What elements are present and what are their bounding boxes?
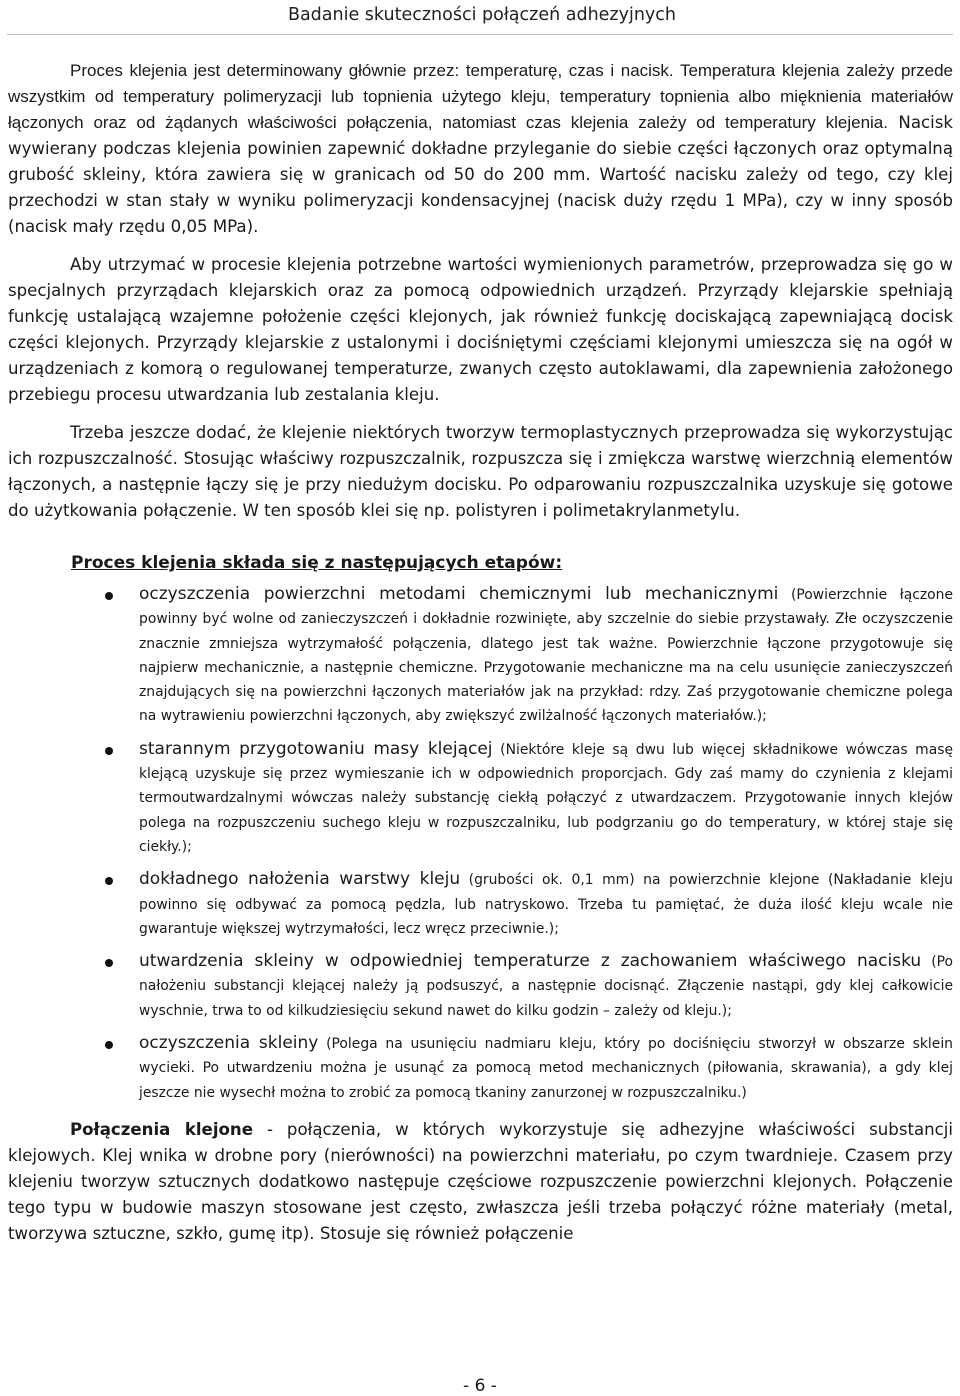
step-description: (Niektóre kleje są dwu lub więcej składnikowe wówczas masę klejącą uzyskuje się przez wymieszanie ich w odpowiednich proporcjach. Gdy zaś mamy do czynienia z klejami termoutwardzalnymi wówczas należy substancję ciekłą połączyć z utwardzaczem. Przygotowanie innych klejów polega na rozpuszczeniu suchego kleju w rozpuszczalniku, lub podgrzaniu go do temperatury, w której staje się ciekły.); bbox=[139, 741, 954, 855]
step-description: (Po nałożeniu substancji klejącej należy ją podsuszyć, a następnie docisnąć. Złączenie nastąpi, gdy klej całkowicie wyschnie, trwa to od kilkudziesięciu sekund nawet do kilku godzin – zależy od kleju.); bbox=[139, 954, 953, 1019]
header-rule bbox=[7, 34, 953, 35]
step-title: utwardzenia skleiny w odpowiedniej temperaturze z zachowaniem właściwego nacisku bbox=[139, 951, 922, 972]
bullet-icon bbox=[105, 747, 113, 755]
section-heading-gluing-stages: Proces klejenia składa się z następujących etapów: bbox=[71, 553, 563, 573]
list-spacer bbox=[8, 859, 953, 867]
step-title: starannym przygotowaniu masy klejącej bbox=[139, 738, 493, 759]
paragraph-process-parameters-part2: Nacisk wywierany podczas klejenia powinien zapewnić dokładne przyleganie do siebie części łączonych oraz optymalną grubość skleiny, która zawiera się w granicach od 50 do 200 mm. Wartość nacisku zależy od tego, czy klej przechodzi w stan stały w wyniku polimeryzacji kondensacyjnej (nacisk duży rzędu 1 MPa), czy w inny sposób (nacisk mały rzędu 0,05 MPa). bbox=[8, 113, 953, 236]
list-item bbox=[8, 737, 953, 859]
list-spacer bbox=[8, 729, 953, 737]
step-title: dokładnego nałożenia warstwy kleju bbox=[139, 869, 461, 890]
page-number: - 6 - bbox=[463, 1376, 497, 1396]
bullet-icon bbox=[105, 592, 113, 600]
bullet-icon bbox=[105, 877, 113, 885]
list-item bbox=[8, 582, 953, 729]
definition-text: - połączenia, w których wykorzystuje się adhezyjne właściwości substancji klejowych. Klej wnika w drobne pory (nierówności) na powierzchni materiału, po czym twardnieje. Czasem przy klejeniu tworzyw sztucznych dodatkowo następuje częściowe rozpuszczenie powierzchni klejonych. Połączenie tego typu w budowie maszyn stosowane jest często, zwłaszcza jeśli trzeba połączyć różne materiały (metal, tworzywa sztuczne, szkło, gumę itp). Stosuje się również połączenie bbox=[8, 1119, 953, 1243]
step-description: (Polega na usunięciu nadmiaru kleju, który po dociśnięciu stworzył w obszarze sklein wycieki. Po utwardzeniu można je usunąć za pomocą metod mechanicznych (piłowania, skrawania), a gdy klej jeszcze nie wysechł można to zrobić za pomocą tkaniny zanurzonej w rozpuszczalniku.) bbox=[139, 1036, 953, 1101]
step-title: oczyszczenia powierzchni metodami chemicznymi lub mechanicznymi bbox=[139, 584, 779, 604]
list-item bbox=[8, 867, 953, 941]
step-title: oczyszczenia skleiny bbox=[139, 1033, 319, 1054]
page-content bbox=[8, 58, 953, 1247]
step-description: (grubości ok. 0,1 mm) na powierzchnie klejone (Nakładanie kleju powinno się odbywać za pomocą pędzla, lub natryskowo. Trzeba tu pamiętać, że duża ilość kleju wcale nie gwarantuje większej wytrzymałości, lecz wręcz przeciwnie.); bbox=[139, 872, 953, 937]
definition-term: Połączenia klejone bbox=[70, 1119, 253, 1139]
list-spacer bbox=[8, 941, 953, 949]
running-header: Badanie skuteczności połączeń adhezyjnych bbox=[287, 5, 676, 25]
paragraph-process-parameters-part1: Proces klejenia jest determinowany głównie przez: temperaturę, czas i nacisk. Temperatura klejenia zależy przede wszystkim od temperatury polimeryzacji lub topnienia użytego kleju, temperatury topnienia albo mięknienia materiałów łączonych oraz od żądanych właściwości połączenia, natomiast czas klejenia zależy od temperatury klejenia. bbox=[8, 61, 953, 132]
list-item bbox=[8, 949, 953, 1023]
list-item bbox=[8, 1031, 953, 1105]
list-spacer bbox=[8, 1023, 953, 1031]
step-description: (Powierzchnie łączone powinny być wolne od zanieczyszczeń i dokładnie rozwinięte, aby szczelnie do siebie przystawały. Złe oczyszczenie znacznie zmniejsza wytrzymałość połączenia, dlatego jest tak ważne. Powierzchnie łączone przygotowuje się najpierw mechanicznie, a następnie chemiczne. Przygotowanie mechaniczne ma na celu usunięcie zanieczyszczeń znajdujących się na powierzchni łączonych materiałów jak na przykład: rdzy. Zaś przygotowanie chemiczne polega na wytrawieniu powierzchni łączonych, aby zwiększyć zwilżalność łączonych materiałów.); bbox=[139, 587, 953, 725]
bullet-icon bbox=[105, 1041, 113, 1049]
gluing-stages-list bbox=[8, 582, 953, 1105]
paragraph-definition bbox=[8, 1117, 953, 1247]
bullet-icon bbox=[105, 959, 113, 967]
paragraph-process-parameters bbox=[8, 58, 953, 240]
paragraph-gluing-fixtures: Aby utrzymać w procesie klejenia potrzebne wartości wymienionych parametrów, przeprowadza się go w specjalnych przyrządach klejarskich oraz za pomocą odpowiednich urządzeń. Przyrządy klejarskie spełniają funkcję ustalającą wzajemne położenie części klejonych, jak również funkcję dociskającą zapewniającą docisk części klejonych. Przyrządy klejarskie z ustalonymi i dociśniętymi częściami klejonymi umieszcza się na ogół w urządzeniach z komorą o regulowanej temperaturze, zwanych często autoklawami, dla zapewnienia założonego przebiegu procesu utwardzania lub zestalania kleju. bbox=[8, 255, 953, 404]
paragraph-solvent-gluing: Trzeba jeszcze dodać, że klejenie niektórych tworzyw termoplastycznych przeprowadza się wykorzystując ich rozpuszczalność. Stosując właściwy rozpuszczalnik, rozpuszcza się i zmiękcza warstwę wierzchnią elementów łączonych, a następnie łączy się je przy niedużym docisku. Po odparowaniu rozpuszczalnika uzyskuje się gotowe do użytkowania połączenie. W ten sposób klei się np. polistyren i polimetakrylanmetylu. bbox=[8, 423, 953, 520]
